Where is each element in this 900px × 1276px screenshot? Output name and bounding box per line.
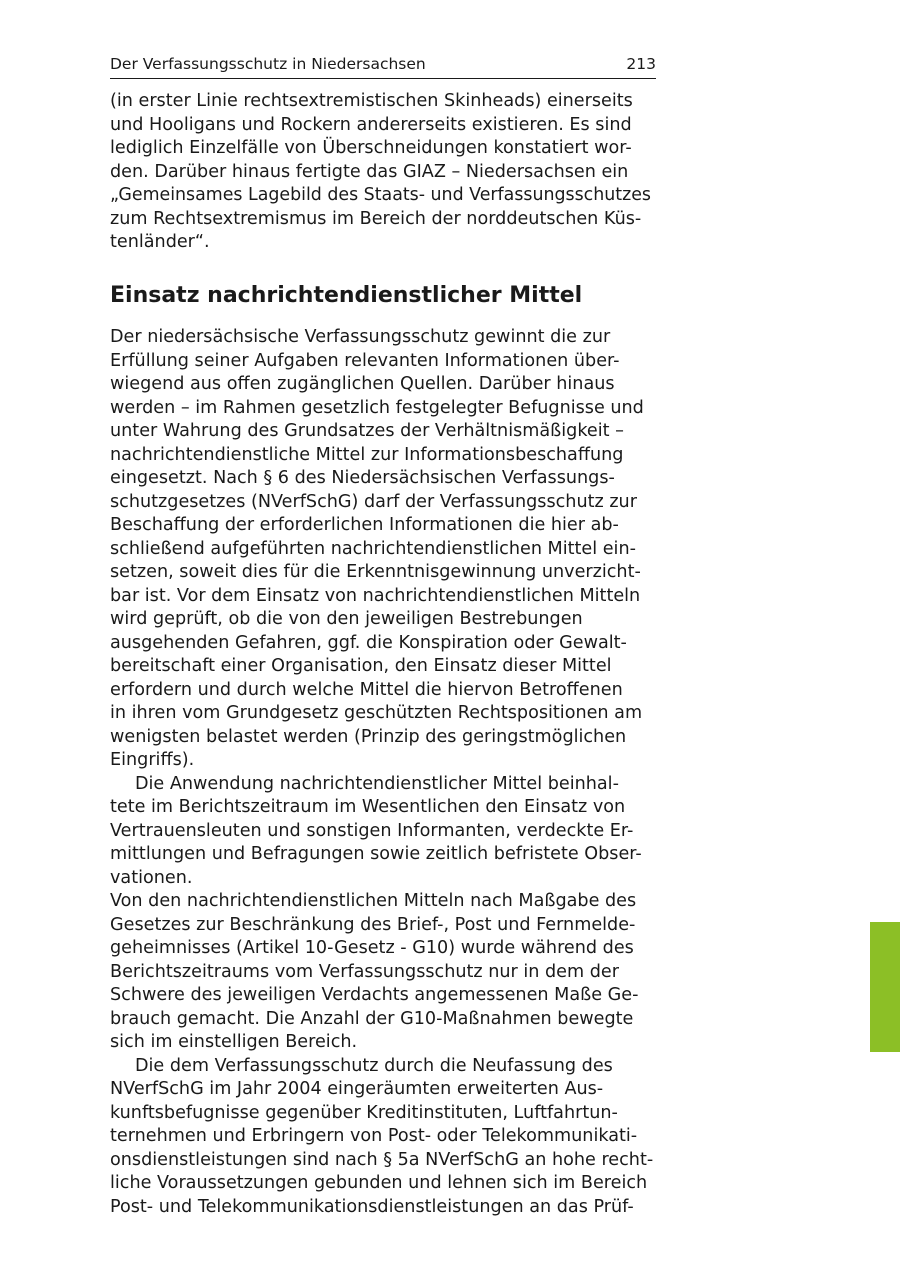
text-line: werden – im Rahmen gesetzlich festgelegter Befugnisse und — [110, 398, 644, 418]
text-line: schließend aufgeführten nachrichtendienstlichen Mittel ein- — [110, 539, 636, 559]
text-line: setzen, soweit dies für die Erkenntnisgewinnung unverzicht- — [110, 562, 641, 582]
text-line: eingesetzt. Nach § 6 des Niedersächsischen Verfassungs- — [110, 468, 615, 488]
text-line: geheimnisses (Artikel 10-Gesetz - G10) wurde während des — [110, 938, 634, 958]
document-page — [110, 0, 660, 1276]
text-line: Eingriffs). — [110, 750, 195, 770]
running-header — [110, 52, 656, 79]
text-line: tenländer“. — [110, 232, 210, 252]
text-line: bar ist. Vor dem Einsatz von nachrichtendienstlichen Mitteln — [110, 586, 641, 606]
text-line: bereitschaft einer Organisation, den Einsatz dieser Mittel — [110, 656, 612, 676]
page-number: 213 — [626, 55, 656, 73]
text-line: den. Darüber hinaus fertigte das GIAZ – Niedersachsen ein — [110, 162, 629, 182]
text-line: onsdienstleistungen sind nach § 5a NVerfSchG an hohe recht- — [110, 1150, 654, 1170]
text-line: zum Rechtsextremismus im Bereich der norddeutschen Küs- — [110, 209, 642, 229]
text-line: Gesetzes zur Beschränkung des Brief-, Post und Fernmelde- — [110, 915, 636, 935]
text-line: brauch gemacht. Die Anzahl der G10-Maßnahmen bewegte — [110, 1009, 634, 1029]
text-line: lediglich Einzelfälle von Überschneidungen konstatiert wor- — [110, 138, 632, 158]
text-line: ternehmen und Erbringern von Post- oder Telekommunikati- — [110, 1126, 638, 1146]
text-line: schutzgesetzes (NVerfSchG) darf der Verfassungsschutz zur — [110, 492, 637, 512]
text-line: wird geprüft, ob die von den jeweiligen Bestrebungen — [110, 609, 583, 629]
text-line: Beschaffung der erforderlichen Informationen die hier ab- — [110, 515, 619, 535]
text-line: sich im einstelligen Bereich. — [110, 1032, 358, 1052]
text-line: liche Voraussetzungen gebunden und lehnen sich im Bereich — [110, 1173, 648, 1193]
text-line: mittlungen und Befragungen sowie zeitlich befristete Obser- — [110, 844, 642, 864]
text-line: Erfüllung seiner Aufgaben relevanten Informationen über- — [110, 351, 620, 371]
text-line: Der niedersächsische Verfassungsschutz gewinnt die zur — [110, 327, 611, 347]
text-line: NVerfSchG im Jahr 2004 eingeräumten erweiterten Aus- — [110, 1079, 604, 1099]
running-title: Der Verfassungsschutz in Niedersachsen — [110, 55, 426, 73]
text-line: (in erster Linie rechtsextremistischen Skinheads) einerseits — [110, 91, 633, 111]
text-line: Post- und Telekommunikationsdienstleistungen an das Prüf- — [110, 1197, 634, 1217]
text-line: unter Wahrung des Grundsatzes der Verhältnismäßigkeit – — [110, 421, 624, 441]
text-line: Vertrauensleuten und sonstigen Informanten, verdeckte Er- — [110, 821, 634, 841]
chapter-tab-marker — [870, 922, 900, 1052]
text-line: erfordern und durch welche Mittel die hiervon Betroffenen — [110, 680, 623, 700]
text-line: Die Anwendung nachrichtendienstlicher Mittel beinhal- — [135, 774, 619, 794]
text-line: „Gemeinsames Lagebild des Staats- und Verfassungsschutzes — [110, 185, 651, 205]
text-line: nachrichtendienstliche Mittel zur Informationsbeschaffung — [110, 445, 624, 465]
text-line: Schwere des jeweiligen Verdachts angemessenen Maße Ge- — [110, 985, 639, 1005]
text-line: tete im Berichtszeitraum im Wesentlichen den Einsatz von — [110, 797, 626, 817]
text-line: Berichtszeitraums vom Verfassungsschutz nur in dem der — [110, 962, 619, 982]
text-line: wenigsten belastet werden (Prinzip des geringstmöglichen — [110, 727, 627, 747]
text-line: ausgehenden Gefahren, ggf. die Konspiration oder Gewalt- — [110, 633, 627, 653]
text-line: kunftsbefugnisse gegenüber Kreditinstituten, Luftfahrtun- — [110, 1103, 618, 1123]
text-line: Von den nachrichtendienstlichen Mitteln nach Maßgabe des — [110, 891, 637, 911]
section-heading: Einsatz nachrichtendienstlicher Mittel — [110, 283, 583, 308]
text-line: Die dem Verfassungsschutz durch die Neufassung des — [135, 1056, 613, 1076]
text-line: wiegend aus offen zugänglichen Quellen. Darüber hinaus — [110, 374, 615, 394]
text-line: vationen. — [110, 868, 193, 888]
text-line: in ihren vom Grundgesetz geschützten Rechtspositionen am — [110, 703, 643, 723]
text-line: und Hooligans und Rockern andererseits existieren. Es sind — [110, 115, 632, 135]
